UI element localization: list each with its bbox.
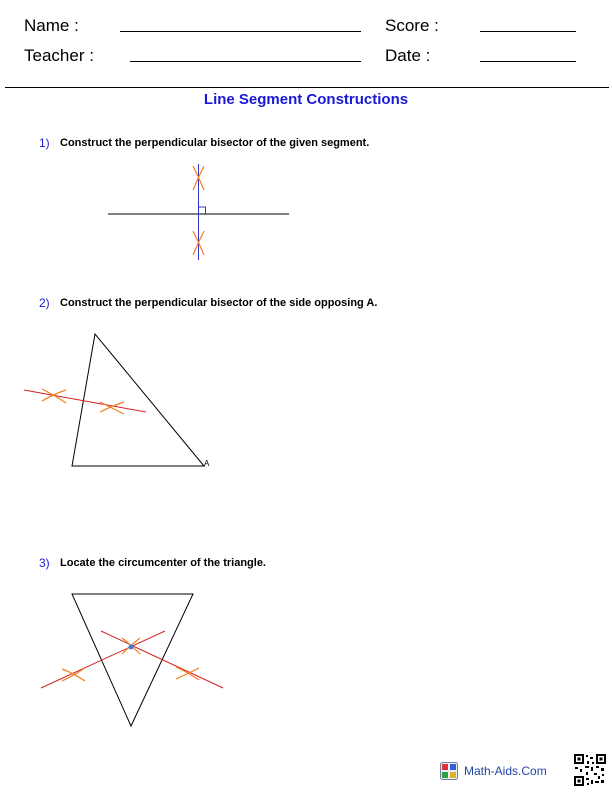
triangle-3 <box>72 594 193 726</box>
date-label: Date : <box>385 46 431 65</box>
figure-3 <box>41 594 223 726</box>
score-label: Score : <box>385 16 439 35</box>
figure-2 <box>24 334 204 466</box>
calculator-icon <box>440 762 458 780</box>
question-3-text: Locate the circumcenter of the triangle. <box>60 557 266 569</box>
question-3-number: 3) <box>39 556 50 570</box>
page-title: Line Segment Constructions <box>203 91 409 108</box>
question-1-text: Construct the perpendicular bisector of the given segment. <box>60 137 370 149</box>
brand-text[interactable]: Math-Aids.Com <box>464 764 547 778</box>
triangle-2 <box>72 334 204 466</box>
bisector-line-3a <box>41 631 165 688</box>
question-1-number: 1) <box>39 136 50 150</box>
qr-code-icon <box>574 754 606 786</box>
question-2-text: Construct the perpendicular bisector of the side opposing A. <box>60 297 378 309</box>
question-2-number: 2) <box>39 296 50 310</box>
vertex-a-label: A <box>204 459 210 468</box>
name-label: Name : <box>24 16 79 35</box>
right-angle-marker <box>199 207 206 214</box>
bisector-line-3b <box>101 631 223 688</box>
figure-1 <box>108 164 289 260</box>
circumcenter-point <box>129 645 134 650</box>
arc-marks-3 <box>62 638 199 681</box>
teacher-label: Teacher : <box>24 46 94 65</box>
